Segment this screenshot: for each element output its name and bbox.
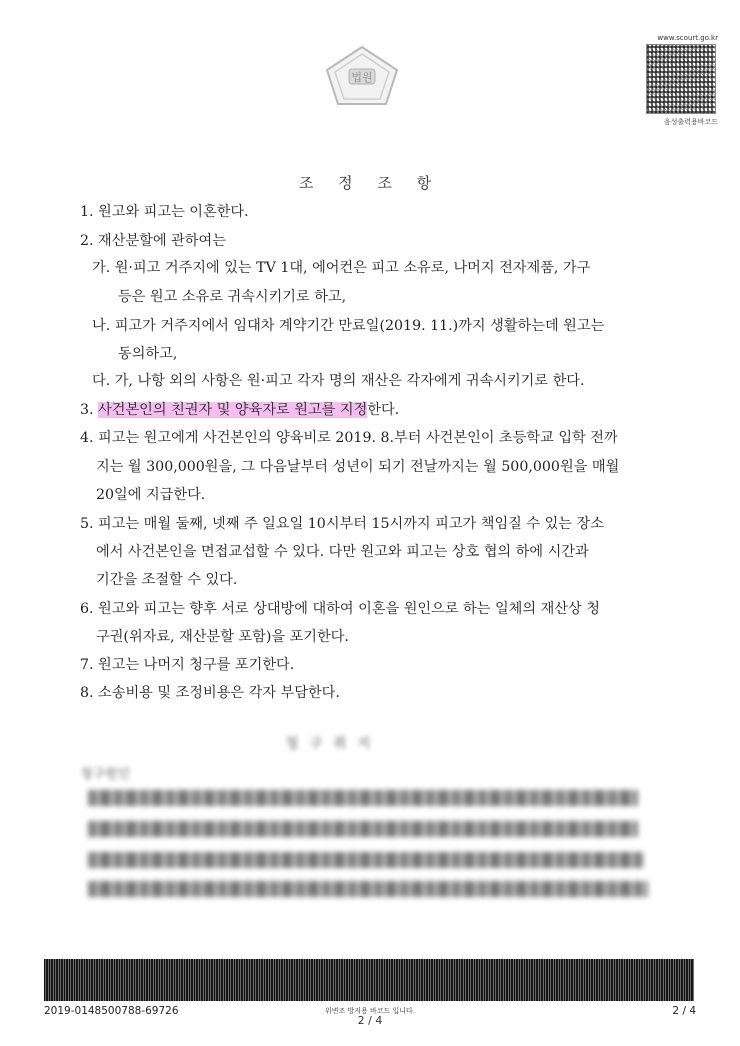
clause-line: 1. 원고와 피고는 이혼한다.: [80, 204, 249, 220]
clause-prefix: 3.: [80, 402, 99, 418]
clause-line: 나. 피고가 거주지에서 임대차 계약기간 만료일(2019. 11.)까지 생활하는데 원고는: [92, 318, 605, 334]
qr-code-icon: [646, 44, 716, 114]
clause-line-custody: [80, 399, 399, 419]
clause-line: 동의하고,: [118, 346, 178, 362]
redacted-heading: 청 구 취 지: [285, 736, 374, 752]
clause-line: 4. 피고는 원고에게 사건본인의 양육비로 2019. 8.부터 사건본인이 초등학교 입학 전까: [80, 430, 618, 446]
document-number: 2019-0148500788-69726: [44, 1005, 179, 1017]
clause-line: 8. 소송비용 및 조정비용은 각자 부담한다.: [80, 685, 340, 701]
clause-line: 20일에 지급한다.: [96, 487, 206, 503]
clause-line: 5. 피고는 매월 둘째, 넷째 주 일요일 10시부터 15시까지 피고가 책임질 수 있는 장소: [80, 516, 604, 532]
barcode-caption: 위변조 방지용 바코드 입니다.: [324, 1007, 416, 1015]
clause-line: 지는 월 300,000원을, 그 다음날부터 성년이 되기 전날까지는 월 500,000원을 매월: [96, 459, 620, 475]
anti-forgery-barcode: [44, 959, 694, 1001]
seal-text: 법원: [351, 71, 373, 84]
clause-line: 기간을 조절할 수 있다.: [96, 572, 238, 588]
redacted-line: [88, 790, 638, 806]
redacted-line: [88, 852, 643, 868]
clause-line: 등은 원고 소유로 귀속시키기로 하고,: [118, 289, 347, 305]
document-title: 조 정 조 항: [298, 174, 442, 192]
redacted-line: [88, 881, 648, 897]
clause-line: 다. 가, 나항 외의 사항은 원·피고 각자 명의 재산은 각자에게 귀속시키기로 한다.: [92, 373, 585, 389]
page-number-center: 2 / 4: [357, 1014, 383, 1027]
clause-line: 가. 원·피고 거주지에 있는 TV 1대, 에어컨은 피고 소유로, 나머지 전자제품, 가구: [92, 260, 591, 276]
clause-suffix: 한다.: [367, 402, 400, 418]
clause-line: 에서 사건본인을 면접교섭할 수 있다. 다만 원고와 피고는 상호 협의 하에 시간과: [96, 544, 589, 560]
court-seal-icon: [322, 44, 402, 110]
clause-line: 7. 원고는 나머지 청구를 포기한다.: [80, 657, 295, 673]
page-number-right: 2 / 4: [672, 1005, 696, 1017]
qr-caption: 음성출력용바코드: [663, 118, 718, 126]
redacted-line: [88, 821, 638, 837]
redacted-subheading: 청구원인: [80, 767, 131, 782]
clause-line: 2. 재산분할에 관하여는: [80, 233, 226, 249]
clause-line: 구권(위자료, 재산분할 포함)을 포기한다.: [96, 629, 349, 645]
highlighted-text: 사건본인의 친권자 및 양육자로 원고를 지정: [98, 402, 368, 418]
qr-url: www.scourt.go.kr: [657, 34, 718, 42]
clause-line: 6. 원고와 피고는 향후 서로 상대방에 대하여 이혼을 원인으로 하는 일체의 재산상 청: [80, 601, 600, 617]
qr-block: [634, 34, 718, 127]
